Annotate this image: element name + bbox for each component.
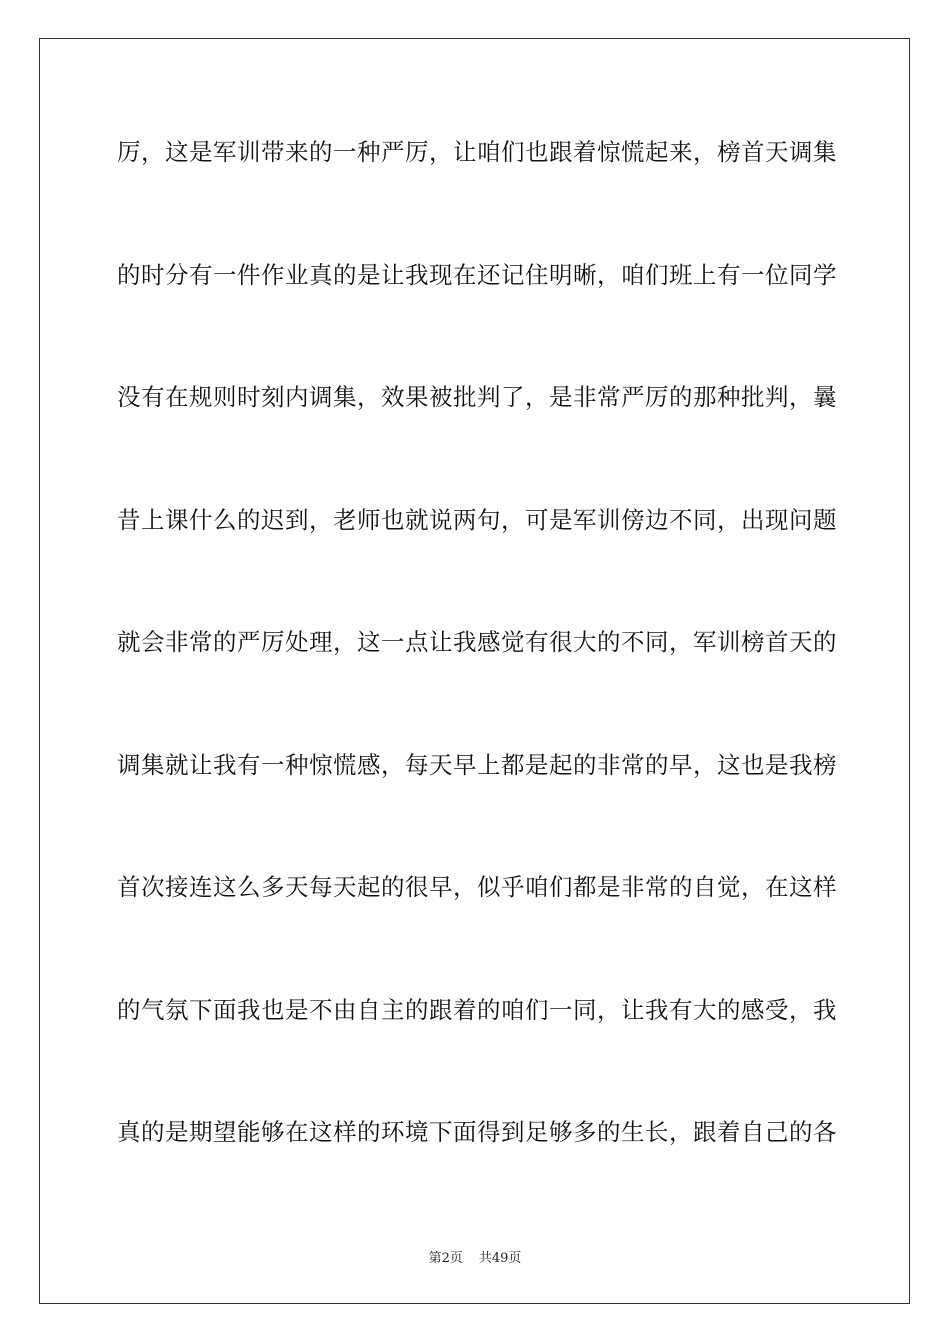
page-footer — [0, 1247, 950, 1266]
text-line: 调集就让我有一种惊慌感，每天早上都是起的非常的早，这也是我榜 — [117, 750, 837, 779]
text-line: 昔上课什么的迟到，老师也就说两句，可是军训傍边不同，出现问题 — [117, 505, 837, 534]
text-line: 没有在规则时刻内调集，效果被批判了，是非常严厉的那种批判，曩 — [117, 383, 837, 411]
page-number: 第2页 — [428, 1251, 463, 1266]
text-line: 厉，这是军训带来的一种严厉，让咱们也跟着惊慌起来，榜首天调集 — [117, 138, 837, 166]
text-line: 首次接连这么多天每天起的很早，似乎咱们都是非常的自觉，在这样 — [117, 873, 837, 901]
text-line: 真的是期望能够在这样的环境下面得到足够多的生长，跟着自己的各 — [117, 1118, 837, 1146]
text-line: 的时分有一件作业真的是让我现在还记住明晰，咱们班上有一位同学 — [117, 260, 837, 289]
document-body — [117, 129, 837, 1232]
text-line: 的气氛下面我也是不由自主的跟着的咱们一同，让我有大的感受，我 — [117, 995, 837, 1024]
text-line: 就会非常的严厉处理，这一点让我感觉有很大的不同，军训榜首天的 — [117, 628, 837, 656]
page-total: 共49页 — [478, 1251, 522, 1266]
